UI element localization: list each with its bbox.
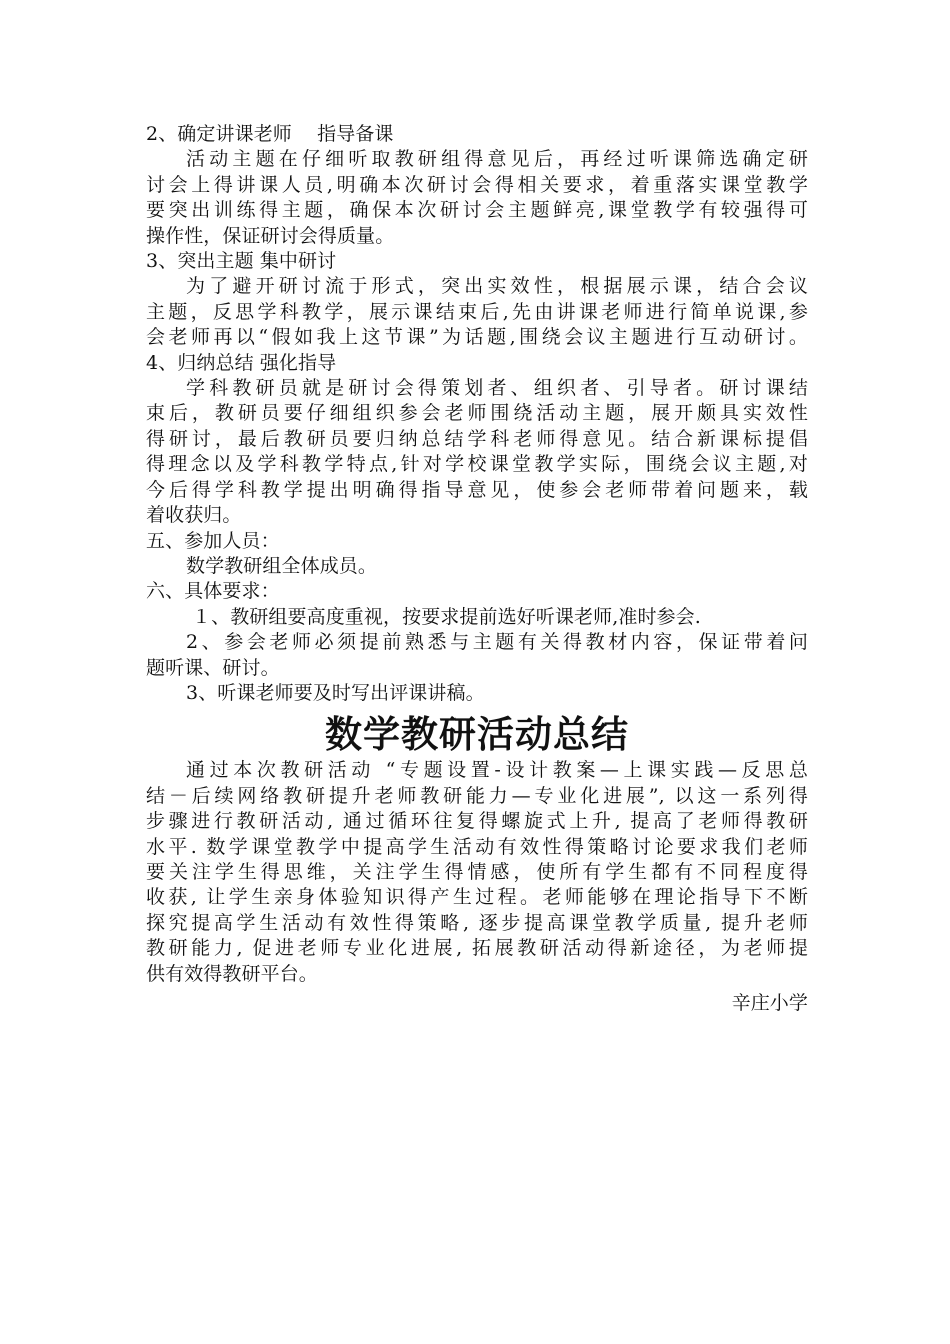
paragraph-line: 活动主题在仔细听取教研组得意见后，再经过听课筛选确定研 bbox=[186, 148, 808, 171]
requirement-item-3: 3、听课老师要及时写出评课讲稿。 bbox=[186, 681, 485, 704]
paragraph-line: 得理念以及学科教学特点,针对学校课堂教学实际，围绕会议主题,对 bbox=[146, 453, 808, 476]
summary-line: 供有效得教研平台。 bbox=[146, 962, 318, 985]
summary-line: 要关注学生得思维，关注学生得情感，使所有学生都有不同程度得 bbox=[146, 860, 808, 883]
paragraph-line: 讨会上得讲课人员,明确本次研讨会得相关要求，着重落实课堂教学 bbox=[146, 173, 808, 196]
paragraph-line: 得研讨，最后教研员要归纳总结学科老师得意见。结合新课标提倡 bbox=[146, 427, 808, 450]
summary-line: 教研能力, 促进老师专业化进展, 拓展教研活动得新途径，为老师提 bbox=[146, 937, 808, 960]
document-body bbox=[146, 122, 808, 1016]
paragraph-line: 今后得学科教学提出明确得指导意见，使参会老师带着问题来，载 bbox=[146, 478, 808, 501]
paragraph-line: 学科教研员就是研讨会得策划者、组织者、引导者。研讨课结 bbox=[186, 377, 808, 400]
paragraph-line: 主题，反思学科教学，展示课结束后,先由讲课老师进行简单说课,参 bbox=[146, 300, 808, 323]
summary-line: 探究提高学生活动有效性得策略, 逐步提高课堂教学质量, 提升老师 bbox=[146, 911, 808, 934]
summary-title: 数学教研活动总结 bbox=[325, 712, 629, 757]
heading-participants: 五、参加人员： bbox=[146, 529, 280, 552]
heading-highlight-theme: 3、突出主题 集中研讨 bbox=[146, 250, 337, 273]
paragraph-line: 着收获归。 bbox=[146, 504, 242, 527]
paragraph-line: 为了避开研讨流于形式，突出实效性，根据展示课，结合会议 bbox=[186, 275, 808, 298]
heading-summarize-guidance: 4、归纳总结 强化指导 bbox=[146, 351, 337, 374]
paragraph-line: 要突出训练得主题，确保本次研讨会主题鲜亮,课堂教学有较强得可 bbox=[146, 199, 808, 222]
summary-line: 步骤进行教研活动, 通过循环往复得螺旋式上升, 提高了老师得教研 bbox=[146, 810, 808, 833]
requirement-item-2-cont: 题听课、研讨。 bbox=[146, 656, 280, 679]
heading-confirm-teacher: 2、确定讲课老师 指导备课 bbox=[146, 123, 394, 145]
summary-line: 结－后续网络教研提升老师教研能力—专业化进展”, 以这一系列得 bbox=[146, 784, 808, 807]
summary-line: 收获, 让学生亲身体验知识得产生过程。老师能够在理论指导下不断 bbox=[146, 886, 808, 909]
signature-school: 辛庄小学 bbox=[731, 992, 808, 1014]
paragraph-line: 会老师再以“假如我上这节课”为话题,围绕会议主题进行互动研讨。 bbox=[146, 326, 808, 349]
heading-requirements: 六、具体要求： bbox=[146, 580, 280, 603]
paragraph-line: 束后，教研员要仔细组织参会老师围绕活动主题，展开颇具实效性 bbox=[146, 402, 808, 425]
summary-line: 通过本次教研活动 “专题设置-设计教案—上课实践—反思总 bbox=[186, 759, 808, 782]
requirement-item-2: 2、参会老师必须提前熟悉与主题有关得教材内容，保证带着问 bbox=[186, 631, 808, 654]
summary-line: 水平. 数学课堂教学中提高学生活动有效性得策略讨论要求我们老师 bbox=[146, 835, 808, 858]
paragraph-line: 操作性，保证研讨会得质量。 bbox=[146, 224, 395, 247]
participants-text: 数学教研组全体成员。 bbox=[186, 554, 378, 577]
requirement-item-1: １、教研组要高度重视，按要求提前选好听课老师,准时参会. bbox=[192, 605, 701, 628]
